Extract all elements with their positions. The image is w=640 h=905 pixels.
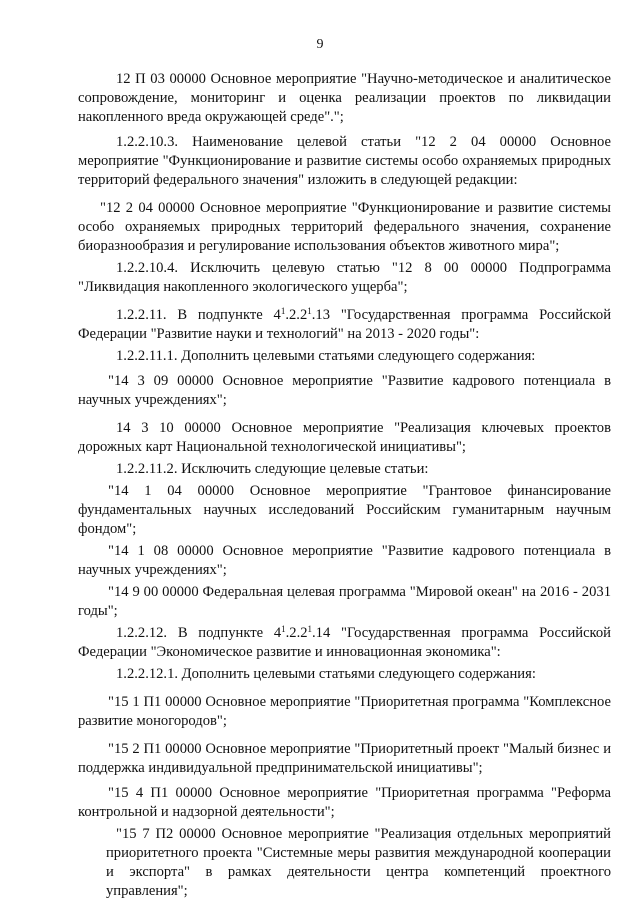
paragraph-16: "15 2 П1 00000 Основное мероприятие "Приоритетный проект "Малый бизнес и поддержка индивидуальной предпринимательской инициативы"; (78, 741, 611, 776)
paragraph-9: 1.2.2.11.2. Исключить следующие целевые статьи: (116, 461, 429, 477)
paragraph-10: "14 1 04 00000 Основное мероприятие "Грантовое финансирование фундаментальных научных исследований Российским гуманитарным научным фондом"; (78, 483, 611, 537)
paragraph-15: "15 1 П1 00000 Основное мероприятие "Приоритетная программа "Комплексное развитие моногородов"; (78, 694, 611, 729)
paragraph-13-sup-1: 1 (281, 624, 286, 634)
paragraph-1: 12 П 03 00000 Основное мероприятие "Научно-методическое и аналитическое сопровождение, мониторинг и оценка реализации проектов по ликвидации накопленного вреда окружающей среде"."; (78, 71, 611, 125)
paragraph-13-post: .14 "Государственная программа Российской Федерации "Экономическое развитие и инновационная экономика": (78, 625, 611, 660)
paragraph-13-sup-2: 1 (307, 624, 313, 634)
paragraph-18: "15 7 П2 00000 Основное мероприятие "Реализация отдельных мероприятий приоритетного проекта "Системные меры развития международной кооперации и экспорта" в рамках деятельности центра компетенций проектного управления"; (106, 826, 611, 899)
paragraph-5 (78, 306, 611, 344)
paragraph-5-sup-2: 1 (307, 306, 312, 316)
paragraph-2: 1.2.2.10.3. Наименование целевой статьи "12 2 04 00000 Основное мероприятие "Функционирование и развитие системы особо охраняемых природных территорий федерального значения" изложить в следующей редакции: (78, 134, 611, 188)
paragraph-14: 1.2.2.12.1. Дополнить целевыми статьями следующего содержания: (116, 666, 536, 682)
paragraph-8: 14 3 10 00000 Основное мероприятие "Реализация ключевых проектов дорожных карт Национальной технологической инициативы"; (78, 420, 611, 455)
page-number: 9 (316, 37, 324, 52)
paragraph-13 (78, 624, 611, 662)
document-body (78, 70, 611, 901)
paragraph-17: "15 4 П1 00000 Основное мероприятие "Приоритетная программа "Реформа контрольной и надзорной деятельности"; (78, 785, 611, 820)
paragraph-5-mid: .2.2 (285, 307, 308, 323)
paragraph-13-mid: .2.2 (285, 625, 308, 641)
paragraph-6: 1.2.2.11.1. Дополнить целевыми статьями следующего содержания: (116, 348, 536, 364)
paragraph-12: "14 9 00 00000 Федеральная целевая программа "Мировой океан" на 2016 - 2031 годы"; (78, 584, 611, 619)
paragraph-5-sup-1: 1 (280, 306, 286, 316)
paragraph-13-pre: 1.2.2.12. В подпункте 4 (116, 625, 282, 641)
paragraph-7: "14 3 09 00000 Основное мероприятие "Развитие кадрового потенциала в научных учреждениях"; (78, 373, 611, 408)
paragraph-5-pre: 1.2.2.11. В подпункте 4 (116, 307, 281, 323)
paragraph-3: "12 2 04 00000 Основное мероприятие "Функционирование и развитие системы особо охраняемых природных территорий федерального значения, сохранение биоразнообразия и регулирование использования объектов животного мира"; (78, 200, 611, 254)
paragraph-11: "14 1 08 00000 Основное мероприятие "Развитие кадрового потенциала в научных учреждениях"; (78, 543, 611, 578)
paragraph-4: 1.2.2.10.4. Исключить целевую статью "12 8 00 00000 Подпрограмма "Ликвидация накопленного экологического ущерба"; (78, 260, 611, 295)
paragraph-5-post: .13 "Государственная программа Российской Федерации "Развитие науки и технологий" на 2013 - 2020 годы": (78, 307, 612, 342)
